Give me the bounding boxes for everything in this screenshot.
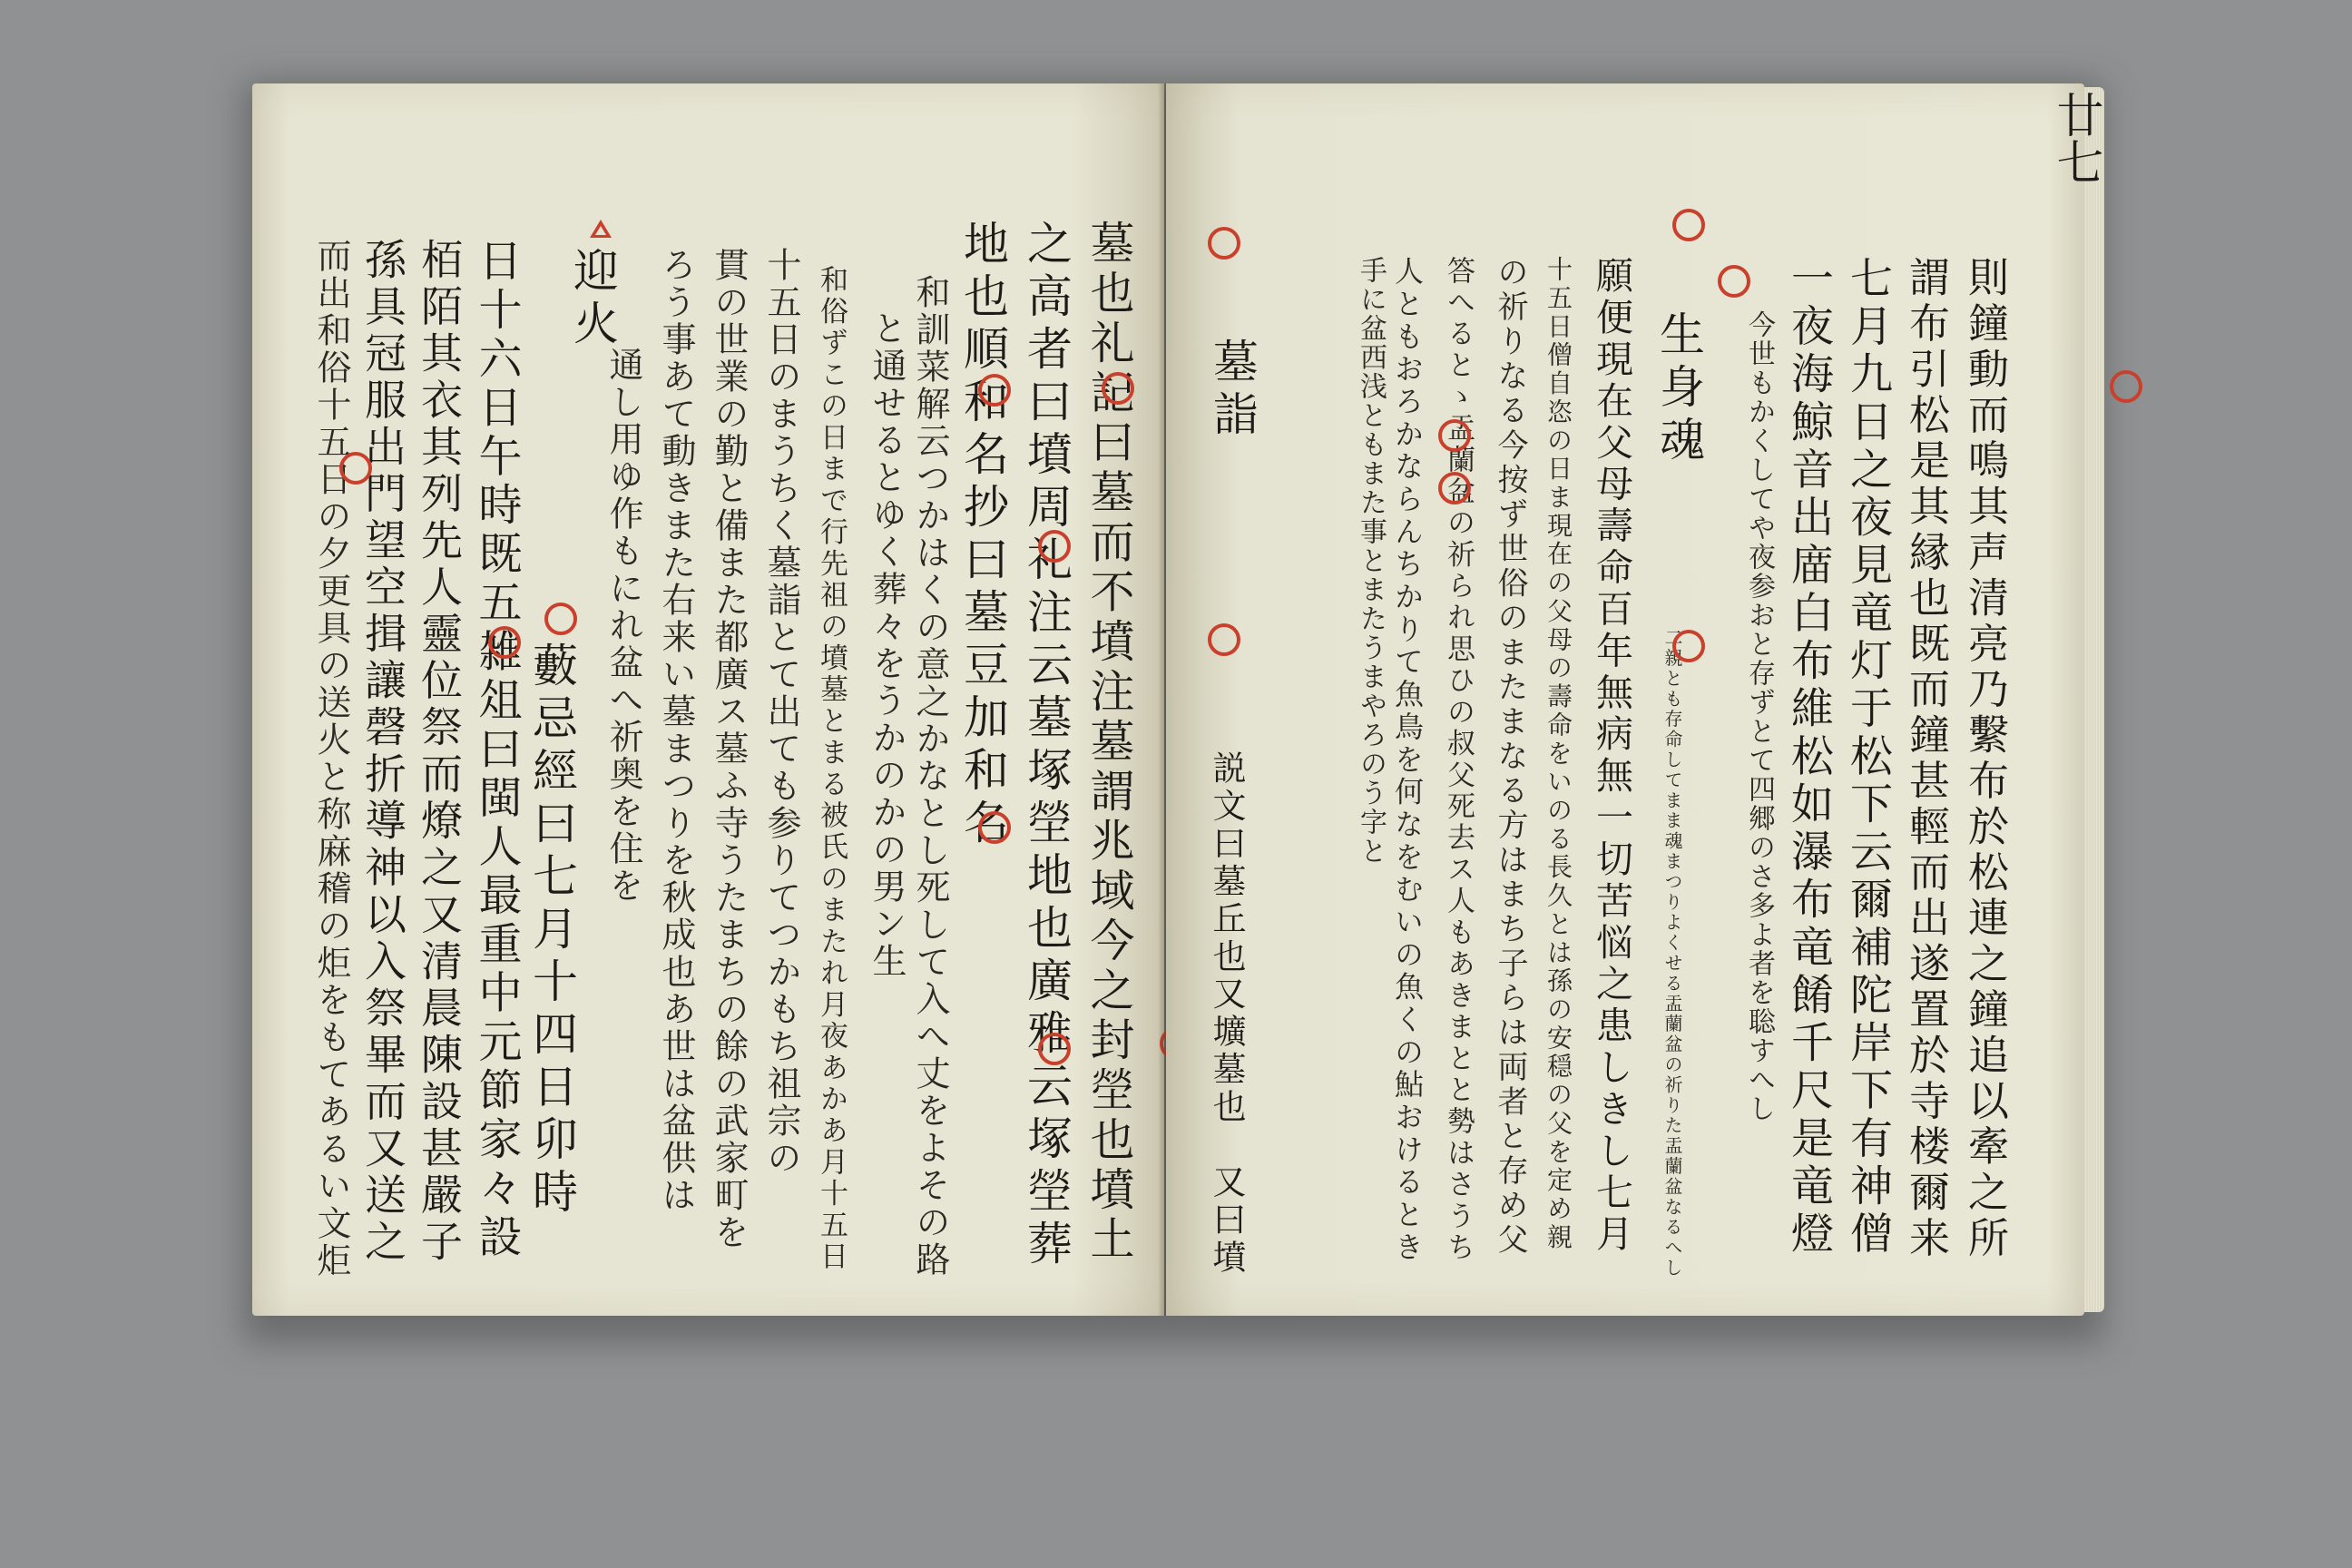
section-heading: 迎火: [566, 247, 619, 352]
text-column: 人ともおろかならんちかりて魚鳥を何なをむいの魚くの鮎おけるとき: [1390, 256, 1425, 1265]
text-column: 藪忌經曰七月十四日卯時: [525, 642, 578, 1220]
text-column: 之高者曰墳周礼注云墓塚塋地也廣雅云塚塋葬: [1020, 220, 1073, 1272]
text-column: 墓也礼記曰墓而不墳注墓謂兆域今之封塋也墳土: [1083, 220, 1135, 1266]
red-circle-mark: [1438, 472, 1471, 505]
text-column: 通し用ゆ作もにれ盆へ祈奥を住を: [603, 347, 643, 905]
text-column: 和訓菜解云つかはくの意之かなとし死して入へ丈をよその路: [910, 274, 950, 1279]
text-column: 願便現在父母壽命百年無病無一切苦悩之患しきし七月: [1590, 256, 1633, 1257]
red-circle-mark: [1672, 209, 1705, 241]
red-circle-mark: [1038, 530, 1071, 563]
red-circle-mark: [1208, 623, 1240, 656]
red-circle-mark: [1672, 630, 1705, 662]
text-column: ろう事あて動きまた右来い墓まつりを秋成也あ世は盆供は: [656, 247, 696, 1214]
red-circle-mark: [1038, 1033, 1071, 1065]
text-column: 謂布引松是其縁也既而鐘甚輕而出遂置於寺楼爾来: [1902, 256, 1950, 1262]
text-column: 十五日僧自恣の日ま現在の父母の壽命をいのる長久とは孫の安穏の父を定め親: [1544, 256, 1573, 1252]
text-column: 説文曰墓丘也又壙墓也 又曰墳: [1207, 750, 1246, 1278]
text-column: 則鐘動而鳴其声清亮乃繫布於松連之鐘追以牽之所: [1961, 256, 2009, 1262]
text-column: 地也順和名抄曰墓豆加和名: [956, 220, 1009, 851]
text-column: 十五日のまうちく墓詣とて出ても参りてつかもち祖宗の: [761, 247, 801, 1177]
section-heading: 墓詣: [1206, 338, 1259, 443]
text-column: 栢陌其衣其列先人靈位祭而燎之又清晨陳設甚嚴子: [415, 238, 464, 1267]
left-page: [252, 83, 1164, 1316]
text-column: 而出和俗十五日の夕更具の送火と称麻稽の炬をもてあるい文炬: [311, 238, 351, 1279]
text-column: 七月九日之夜見竜灯于松下云爾補陀岸下有神僧: [1843, 256, 1893, 1259]
text-column: と通せるとゆく葬々をうかのかの男ン生: [867, 310, 906, 980]
red-circle-mark: [1208, 227, 1240, 260]
text-column: 孫具冠服出門望空揖讓磬折導神以入祭畢而又送之: [358, 238, 407, 1267]
page-edges: [2084, 87, 2104, 1312]
text-column: 手に盆西浅ともまた事とまたうまやろのう字と: [1355, 256, 1387, 866]
red-circle-mark: [339, 452, 372, 485]
red-triangle-mark: [590, 220, 612, 238]
text-column: の祈りなる今按ず世俗のまたまなる方はまち子らは両者と存め父: [1492, 256, 1528, 1259]
text-column: 答へるとゝ盂蘭盆の祈られ思ひの叔父死去ス人もあきまとと勢はさうち: [1442, 256, 1475, 1265]
red-circle-mark: [544, 603, 577, 635]
red-circle-mark: [2110, 370, 2142, 403]
text-column: 貫の世業の勤と備また都廣ス墓ふ寺うたまちの餘の武家町を: [709, 247, 749, 1251]
page-number: 廿七: [2048, 91, 2102, 185]
text-column: 日十六日午時既五雑俎曰閩人最重中元節家々設: [471, 238, 522, 1262]
red-circle-mark: [488, 626, 521, 659]
right-page: [1166, 83, 2084, 1316]
text-column: 今世もかくしてや夜参おと存ずとて四郷のさ多よ者を聡すへし: [1743, 310, 1775, 1123]
red-circle-mark: [1102, 372, 1134, 405]
red-circle-mark: [1718, 265, 1750, 298]
red-circle-mark: [978, 374, 1011, 407]
section-heading: 生身魂: [1652, 310, 1705, 468]
text-column: 二親とも存命してまま魂まつりよくせる盂蘭盆の祈りた盂蘭盆なるへし: [1661, 628, 1683, 1279]
text-column: 一夜海鯨音出庿白布維松如瀑布竜餚千尺是竜燈: [1784, 256, 1834, 1259]
red-circle-mark: [1438, 419, 1471, 452]
red-circle-mark: [978, 811, 1011, 844]
text-column: 和俗ずこの日まで行先祖の墳墓とまる被氏のまたれ月夜あかあ月十五日: [815, 265, 848, 1274]
